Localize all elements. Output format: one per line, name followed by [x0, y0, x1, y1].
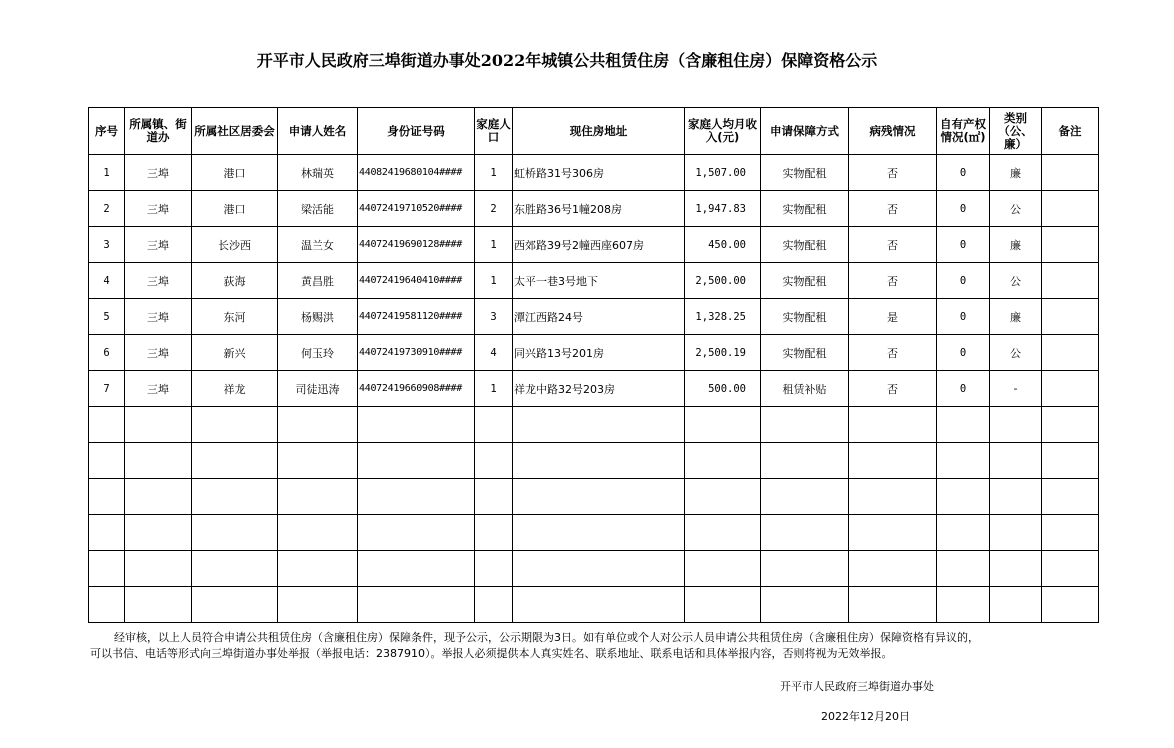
empty-cell	[1042, 443, 1099, 479]
empty-cell	[89, 443, 125, 479]
cell-col-household-size: 3	[475, 299, 513, 335]
cell-col-community: 长沙西	[192, 227, 278, 263]
cell-col-id-number: 44072419710520####	[358, 191, 475, 227]
empty-cell	[125, 407, 192, 443]
qualification-table	[88, 107, 1099, 623]
header-col-owned-property: 自有产权情况(㎡)	[937, 108, 990, 155]
cell-col-id-number: 44072419690128####	[358, 227, 475, 263]
cell-col-household-size: 1	[475, 227, 513, 263]
table-row	[89, 191, 1099, 227]
cell-col-owned-property: 0	[937, 371, 990, 407]
cell-col-remarks	[1042, 155, 1099, 191]
cell-col-category: -	[990, 371, 1042, 407]
empty-cell	[278, 551, 358, 587]
cell-col-household-size: 1	[475, 263, 513, 299]
empty-cell	[937, 551, 990, 587]
empty-cell	[89, 551, 125, 587]
cell-col-index: 3	[89, 227, 125, 263]
cell-col-household-size: 1	[475, 155, 513, 191]
table-row	[89, 155, 1099, 191]
empty-cell	[192, 515, 278, 551]
cell-col-support-type: 实物配租	[761, 155, 849, 191]
cell-col-town: 三埠	[125, 263, 192, 299]
cell-col-income: 1,947.83	[685, 191, 761, 227]
empty-cell	[685, 479, 761, 515]
cell-col-owned-property: 0	[937, 299, 990, 335]
empty-cell	[278, 515, 358, 551]
cell-col-remarks	[1042, 371, 1099, 407]
cell-col-category: 公	[990, 335, 1042, 371]
cell-col-address: 潭江西路24号	[513, 299, 685, 335]
empty-cell	[358, 407, 475, 443]
cell-col-disability: 否	[849, 263, 937, 299]
cell-col-disability: 否	[849, 227, 937, 263]
empty-cell	[937, 587, 990, 623]
header-col-town: 所属镇、街道办	[125, 108, 192, 155]
cell-col-income: 450.00	[685, 227, 761, 263]
cell-col-index: 5	[89, 299, 125, 335]
empty-cell	[849, 515, 937, 551]
empty-cell	[475, 479, 513, 515]
empty-cell	[849, 551, 937, 587]
empty-cell	[1042, 551, 1099, 587]
empty-cell	[937, 515, 990, 551]
table-row	[89, 335, 1099, 371]
empty-cell	[513, 587, 685, 623]
empty-cell	[89, 587, 125, 623]
cell-col-index: 7	[89, 371, 125, 407]
cell-col-address: 东胜路36号1幢208房	[513, 191, 685, 227]
cell-col-applicant-name: 梁活能	[278, 191, 358, 227]
cell-col-index: 6	[89, 335, 125, 371]
cell-col-town: 三埠	[125, 335, 192, 371]
cell-col-town: 三埠	[125, 191, 192, 227]
cell-col-disability: 否	[849, 335, 937, 371]
cell-col-category: 廉	[990, 299, 1042, 335]
empty-cell	[761, 551, 849, 587]
cell-col-address: 虹桥路31号306房	[513, 155, 685, 191]
table-row	[89, 371, 1099, 407]
empty-cell	[125, 551, 192, 587]
empty-cell	[1042, 407, 1099, 443]
cell-col-owned-property: 0	[937, 191, 990, 227]
cell-col-owned-property: 0	[937, 155, 990, 191]
cell-col-id-number: 44072419660908####	[358, 371, 475, 407]
empty-cell	[475, 551, 513, 587]
cell-col-remarks	[1042, 299, 1099, 335]
cell-col-support-type: 租赁补贴	[761, 371, 849, 407]
empty-cell	[513, 407, 685, 443]
cell-col-income: 500.00	[685, 371, 761, 407]
cell-col-remarks	[1042, 227, 1099, 263]
cell-col-remarks	[1042, 191, 1099, 227]
cell-col-support-type: 实物配租	[761, 191, 849, 227]
header-col-support-type: 申请保障方式	[761, 108, 849, 155]
notice-text	[90, 630, 1090, 662]
cell-col-address: 西郊路39号2幢西座607房	[513, 227, 685, 263]
empty-cell	[192, 443, 278, 479]
header-col-community: 所属社区居委会	[192, 108, 278, 155]
cell-col-address: 祥龙中路32号203房	[513, 371, 685, 407]
cell-col-town: 三埠	[125, 371, 192, 407]
empty-cell	[513, 515, 685, 551]
empty-cell	[685, 407, 761, 443]
empty-cell	[990, 479, 1042, 515]
cell-col-support-type: 实物配租	[761, 263, 849, 299]
cell-col-id-number: 44072419730910####	[358, 335, 475, 371]
cell-col-owned-property: 0	[937, 263, 990, 299]
cell-col-id-number: 44072419581120####	[358, 299, 475, 335]
cell-col-applicant-name: 林瑞英	[278, 155, 358, 191]
table-row-empty	[89, 407, 1099, 443]
empty-cell	[685, 587, 761, 623]
table-row-empty	[89, 479, 1099, 515]
empty-cell	[937, 479, 990, 515]
issuer-signature: 开平市人民政府三埠街道办事处	[780, 680, 934, 693]
empty-cell	[1042, 515, 1099, 551]
empty-cell	[761, 479, 849, 515]
header-col-household-size: 家庭人口	[475, 108, 513, 155]
cell-col-town: 三埠	[125, 299, 192, 335]
empty-cell	[192, 479, 278, 515]
empty-cell	[685, 551, 761, 587]
header-col-category: 类别（公、廉）	[990, 108, 1042, 155]
empty-cell	[761, 587, 849, 623]
empty-cell	[475, 443, 513, 479]
empty-cell	[990, 515, 1042, 551]
empty-cell	[761, 443, 849, 479]
header-col-disability: 病残情况	[849, 108, 937, 155]
cell-col-disability: 是	[849, 299, 937, 335]
cell-col-town: 三埠	[125, 227, 192, 263]
empty-cell	[89, 479, 125, 515]
empty-cell	[358, 551, 475, 587]
cell-col-support-type: 实物配租	[761, 335, 849, 371]
empty-cell	[358, 443, 475, 479]
table-row	[89, 263, 1099, 299]
header-col-id-number: 身份证号码	[358, 108, 475, 155]
empty-cell	[513, 443, 685, 479]
cell-col-index: 2	[89, 191, 125, 227]
table-row-empty	[89, 551, 1099, 587]
empty-cell	[849, 587, 937, 623]
empty-cell	[89, 515, 125, 551]
table-body	[89, 155, 1099, 623]
cell-col-community: 祥龙	[192, 371, 278, 407]
table-header-row	[89, 108, 1099, 155]
empty-cell	[849, 479, 937, 515]
empty-cell	[990, 407, 1042, 443]
cell-col-disability: 否	[849, 191, 937, 227]
cell-col-applicant-name: 何玉玲	[278, 335, 358, 371]
empty-cell	[358, 479, 475, 515]
cell-col-community: 东河	[192, 299, 278, 335]
cell-col-income: 2,500.00	[685, 263, 761, 299]
cell-col-category: 公	[990, 263, 1042, 299]
empty-cell	[1042, 587, 1099, 623]
empty-cell	[278, 479, 358, 515]
cell-col-household-size: 4	[475, 335, 513, 371]
empty-cell	[937, 443, 990, 479]
table-row	[89, 227, 1099, 263]
empty-cell	[475, 587, 513, 623]
header-col-income: 家庭人均月收入(元)	[685, 108, 761, 155]
empty-cell	[278, 587, 358, 623]
empty-cell	[685, 443, 761, 479]
empty-cell	[192, 551, 278, 587]
notice-line-1: 经审核，以上人员符合申请公共租赁住房（含廉租住房）保障条件，现予公示，公示期限为3日。如有单位或个人对公示人员申请公共租赁住房（含廉租住房）保障资格有异议的，	[114, 631, 979, 644]
empty-cell	[849, 443, 937, 479]
empty-cell	[475, 515, 513, 551]
table-row-empty	[89, 515, 1099, 551]
notice-line-2: 可以书信、电话等形式向三埠街道办事处举报（举报电话：2387910）。举报人必须提供本人真实姓名、联系地址、联系电话和具体举报内容，否则将视为无效举报。	[90, 647, 893, 660]
header-col-remarks: 备注	[1042, 108, 1099, 155]
empty-cell	[990, 551, 1042, 587]
cell-col-index: 1	[89, 155, 125, 191]
cell-col-applicant-name: 司徒迅涛	[278, 371, 358, 407]
empty-cell	[125, 479, 192, 515]
cell-col-income: 1,507.00	[685, 155, 761, 191]
empty-cell	[849, 407, 937, 443]
empty-cell	[358, 515, 475, 551]
cell-col-category: 公	[990, 191, 1042, 227]
cell-col-income: 1,328.25	[685, 299, 761, 335]
cell-col-remarks	[1042, 263, 1099, 299]
empty-cell	[513, 479, 685, 515]
empty-cell	[125, 515, 192, 551]
cell-col-applicant-name: 温兰女	[278, 227, 358, 263]
header-col-index: 序号	[89, 108, 125, 155]
cell-col-id-number: 44072419640410####	[358, 263, 475, 299]
empty-cell	[192, 587, 278, 623]
empty-cell	[685, 515, 761, 551]
empty-cell	[937, 407, 990, 443]
empty-cell	[278, 407, 358, 443]
cell-col-household-size: 1	[475, 371, 513, 407]
cell-col-address: 同兴路13号201房	[513, 335, 685, 371]
cell-col-community: 新兴	[192, 335, 278, 371]
empty-cell	[358, 587, 475, 623]
empty-cell	[278, 443, 358, 479]
header-col-address: 现住房地址	[513, 108, 685, 155]
cell-col-remarks	[1042, 335, 1099, 371]
cell-col-id-number: 44082419680104####	[358, 155, 475, 191]
page-title: 开平市人民政府三埠街道办事处2022年城镇公共租赁住房（含廉租住房）保障资格公示	[256, 51, 878, 70]
cell-col-applicant-name: 杨赐洪	[278, 299, 358, 335]
cell-col-category: 廉	[990, 227, 1042, 263]
cell-col-community: 港口	[192, 191, 278, 227]
table-row-empty	[89, 443, 1099, 479]
cell-col-support-type: 实物配租	[761, 299, 849, 335]
cell-col-address: 太平一巷3号地下	[513, 263, 685, 299]
cell-col-owned-property: 0	[937, 227, 990, 263]
cell-col-community: 港口	[192, 155, 278, 191]
empty-cell	[475, 407, 513, 443]
cell-col-town: 三埠	[125, 155, 192, 191]
cell-col-community: 荻海	[192, 263, 278, 299]
cell-col-household-size: 2	[475, 191, 513, 227]
empty-cell	[89, 407, 125, 443]
cell-col-owned-property: 0	[937, 335, 990, 371]
header-col-applicant-name: 申请人姓名	[278, 108, 358, 155]
empty-cell	[761, 515, 849, 551]
empty-cell	[990, 443, 1042, 479]
empty-cell	[192, 407, 278, 443]
empty-cell	[125, 443, 192, 479]
issue-date: 2022年12月20日	[821, 710, 910, 723]
cell-col-income: 2,500.19	[685, 335, 761, 371]
cell-col-applicant-name: 黄昌胜	[278, 263, 358, 299]
empty-cell	[761, 407, 849, 443]
empty-cell	[513, 551, 685, 587]
empty-cell	[1042, 479, 1099, 515]
cell-col-disability: 否	[849, 155, 937, 191]
table-row-empty	[89, 587, 1099, 623]
table-row	[89, 299, 1099, 335]
cell-col-support-type: 实物配租	[761, 227, 849, 263]
cell-col-category: 廉	[990, 155, 1042, 191]
cell-col-disability: 否	[849, 371, 937, 407]
empty-cell	[125, 587, 192, 623]
empty-cell	[990, 587, 1042, 623]
cell-col-index: 4	[89, 263, 125, 299]
